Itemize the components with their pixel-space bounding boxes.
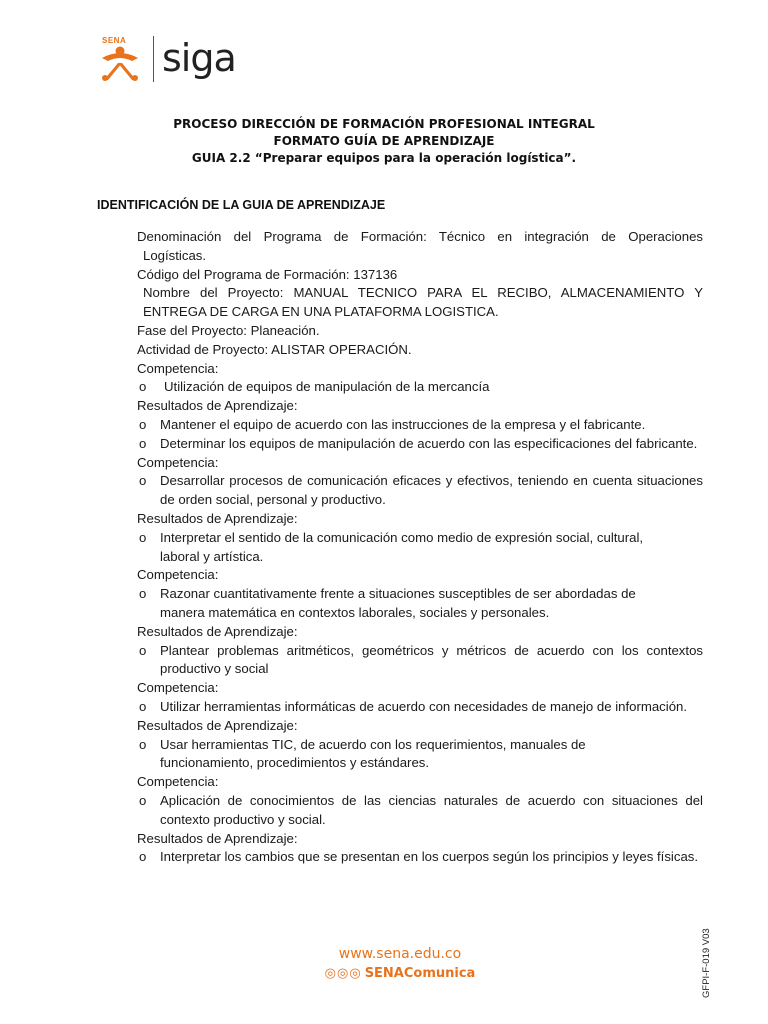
field-actividad: Actividad de Proyecto: ALISTAR OPERACIÓN. — [137, 341, 412, 357]
resultado-item: o Mantener el equipo de acuerdo con las instrucciones de la empresa y el fabricante. — [137, 416, 703, 435]
bullet-icon: o — [139, 529, 147, 545]
field-programa-cont: Logísticas. — [143, 247, 207, 263]
social-media-icons: ◎◎◎ — [324, 966, 362, 981]
footer-social — [0, 966, 768, 981]
form-code: GFPI-F-019 V03 — [701, 928, 712, 998]
resultado-item: o Interpretar el sentido de la comunicación como medio de expresión social, cultural, laboral y artística. — [139, 529, 644, 564]
bullet-icon: o — [139, 698, 147, 714]
social-handle: SENAComunica — [364, 966, 476, 981]
footer-url-link[interactable]: www.sena.edu.co — [338, 946, 462, 962]
resultado-item: o Usar herramientas TIC, de acuerdo con los requerimientos, manuales de funcionamiento, procedimientos y estándares. — [139, 736, 586, 771]
guide-content — [137, 228, 703, 867]
logo-divider — [153, 36, 154, 82]
resultados-label: Resultados de Aprendizaje: — [137, 623, 298, 639]
bullet-icon: o — [139, 849, 147, 865]
competencia-item: o Razonar cuantitativamente frente a situaciones susceptibles de ser abordadas de manera matemática en contextos laborales, sociales y personales. — [139, 586, 636, 620]
field-codigo: Código del Programa de Formación: 137136 — [137, 266, 398, 282]
bullet-icon: o — [139, 416, 147, 432]
sena-logo-text: SENA — [102, 36, 127, 45]
resultado-item: o Determinar los equipos de manipulación de acuerdo con las especificaciones del fabricante. — [137, 435, 703, 454]
field-proyecto: Nombre del Proyecto: MANUAL TECNICO PARA EL RECIBO, ALMACENAMIENTO Y ENTREGA DE CARGA EN UNA PLATAFORMA LOGISTICA. — [143, 285, 703, 320]
header-line-3: GUIA 2.2 “Preparar equipos para la operación logística”. — [191, 151, 577, 165]
resultados-label: Resultados de Aprendizaje: — [137, 830, 298, 846]
bullet-icon: o — [139, 473, 147, 489]
competencia-label: Competencia: — [137, 774, 219, 790]
bullet-icon: o — [139, 586, 147, 602]
sena-siga-logo — [96, 34, 246, 86]
header-line-1: PROCESO DIRECCIÓN DE FORMACIÓN PROFESIONAL INTEGRAL — [173, 117, 595, 131]
siga-logo-text: siga — [162, 36, 236, 80]
resultado-item: o Interpretar los cambios que se presentan en los cuerpos según los principios y leyes físicas. — [137, 848, 703, 867]
bullet-icon: o — [139, 435, 147, 451]
competencia-label: Competencia: — [137, 360, 219, 376]
bullet-icon: o — [139, 736, 147, 752]
competencia-item: o Desarrollar procesos de comunicación eficaces y efectivos, teniendo en cuenta situaciones de orden social, personal y productivo. — [139, 473, 703, 508]
resultado-item: o Plantear problemas aritméticos, geométricos y métricos de acuerdo con los contextos productivo y social — [139, 642, 703, 677]
section-title: IDENTIFICACIÓN DE LA GUIA DE APRENDIZAJE — [97, 198, 386, 212]
bullet-icon: o — [139, 792, 147, 808]
competencia-item: o Utilizar herramientas informáticas de acuerdo con necesidades de manejo de información. — [137, 698, 713, 717]
competencia-item: o Utilización de equipos de manipulación de la mercancía — [137, 378, 703, 397]
competencia-label: Competencia: — [137, 454, 219, 470]
competencia-item: o Aplicación de conocimientos de las ciencias naturales de acuerdo con situaciones del contexto productivo y social. — [139, 792, 703, 827]
document-header — [0, 116, 768, 167]
header-line-2: FORMATO GUÍA DE APRENDIZAJE — [273, 134, 495, 148]
field-programa: Denominación del Programa de Formación: Técnico en integración de Operaciones — [137, 229, 703, 244]
bullet-icon: o — [139, 642, 147, 658]
bullet-icon: o — [139, 379, 147, 395]
competencia-label: Competencia: — [137, 567, 219, 583]
resultados-label: Resultados de Aprendizaje: — [137, 717, 298, 733]
field-fase: Fase del Proyecto: Planeación. — [137, 322, 320, 338]
resultados-label: Resultados de Aprendizaje: — [137, 398, 298, 414]
competencia-label: Competencia: — [137, 680, 219, 696]
resultados-label: Resultados de Aprendizaje: — [137, 510, 298, 526]
